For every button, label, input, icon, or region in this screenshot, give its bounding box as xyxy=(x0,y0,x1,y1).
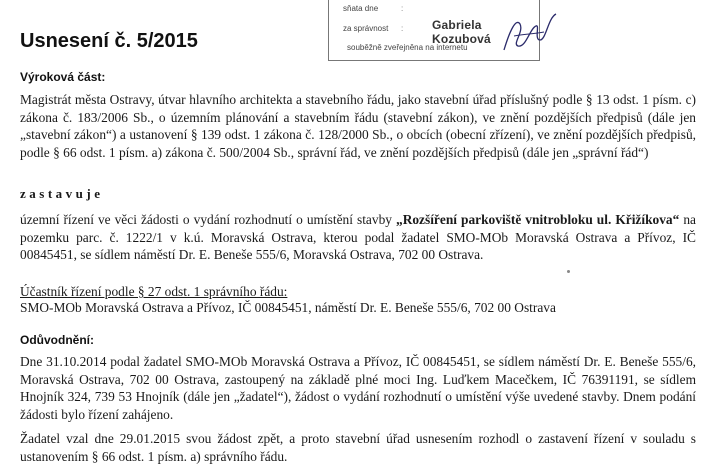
official-field: : xyxy=(401,24,405,33)
decision-text-before: územní řízení ve věci žádosti o vydání rozhodnutí o umístění stavby xyxy=(20,212,396,227)
participant-label: Účastník řízení podle § 27 odst. 1 správního řádu: xyxy=(20,284,288,299)
reasoning-paragraph-2: Žadatel vzal dne 29.01.2015 svou žádost zpět, a proto stavební úřad usnesením rozhodl o zastavení řízení v souladu s ustanovením § 66 odst. 1 písm. a) správního řádu. xyxy=(20,431,696,464)
verdict-intro-paragraph: Magistrát města Ostravy, útvar hlavního architekta a stavebního řádu, jako stavební úřad příslušný podle § 13 odst. 1 písm. c) zákona č. 183/2006 Sb., o územním plánování a stavebním řádu (stavební zákon), ve znění pozdějších předpisů (dále jen „stavební zákon“) a ustanovení § 139 odst. 1 zákona č. 128/2000 Sb., o obcích (obecní zřízení), ve znění pozdějších předpisů, podle § 66 odst. 1 písm. a) zákona č. 500/2004 Sb., správní řád, ve znění pozdějších předpisů (dále jen „správní řád“) xyxy=(20,92,696,160)
posted-date-field: : xyxy=(401,4,405,13)
document-title: Usnesení č. 5/2015 xyxy=(20,30,198,52)
reasoning-paragraph-1: Dne 31.10.2014 podal žadatel SMO-MOb Moravská Ostrava a Přívoz, IČ 00845451, se sídlem náměstí Dr. E. Beneše 555/6, Moravská Ostrava, 702 00 Ostrava, zastoupený na základě plné moci Ing. Luďkem Macečkem, IČ 76391191, se sídlem Hnojník 324, 739 53 Hnojník (dále jen „žadatel“), žádost o vydání rozhodnutí o umístění výše uvedené stavby. Dnem podání žádosti bylo řízení zahájeno. xyxy=(20,354,696,422)
participant-value: SMO-MOb Moravská Ostrava a Přívoz, IČ 00845451, náměstí Dr. E. Beneše 555/6, 702 00 Ostrava xyxy=(20,300,556,315)
stamp-footer: souběžně zveřejněna na internetu xyxy=(347,43,468,52)
handwritten-signature xyxy=(500,10,560,58)
posted-date-label: sňata dne xyxy=(343,4,379,13)
verdict-heading: Výroková část: xyxy=(20,70,106,84)
project-name: „Rozšíření parkoviště vnitrobloku ul. Křižíkova“ xyxy=(396,212,680,227)
official-label: za správnost xyxy=(343,24,389,33)
decision-paragraph xyxy=(20,211,696,264)
action-verb: zastavuje xyxy=(20,186,104,201)
official-name: Gabriela Kozubová xyxy=(432,18,491,46)
scan-speck xyxy=(567,270,570,273)
reasoning-heading: Odůvodnění: xyxy=(20,333,94,347)
decision-text-after: na pozemku parc. č. 1222/1 v k.ú. Moravská Ostrava, kterou podal žadatel SMO-MOb Moravská Ostrava a Přívoz, IČ 00845451, se sídlem náměstí Dr. E. Beneše 555/6, Moravská Ostrava, 702 00 Ostrava. xyxy=(20,212,696,262)
